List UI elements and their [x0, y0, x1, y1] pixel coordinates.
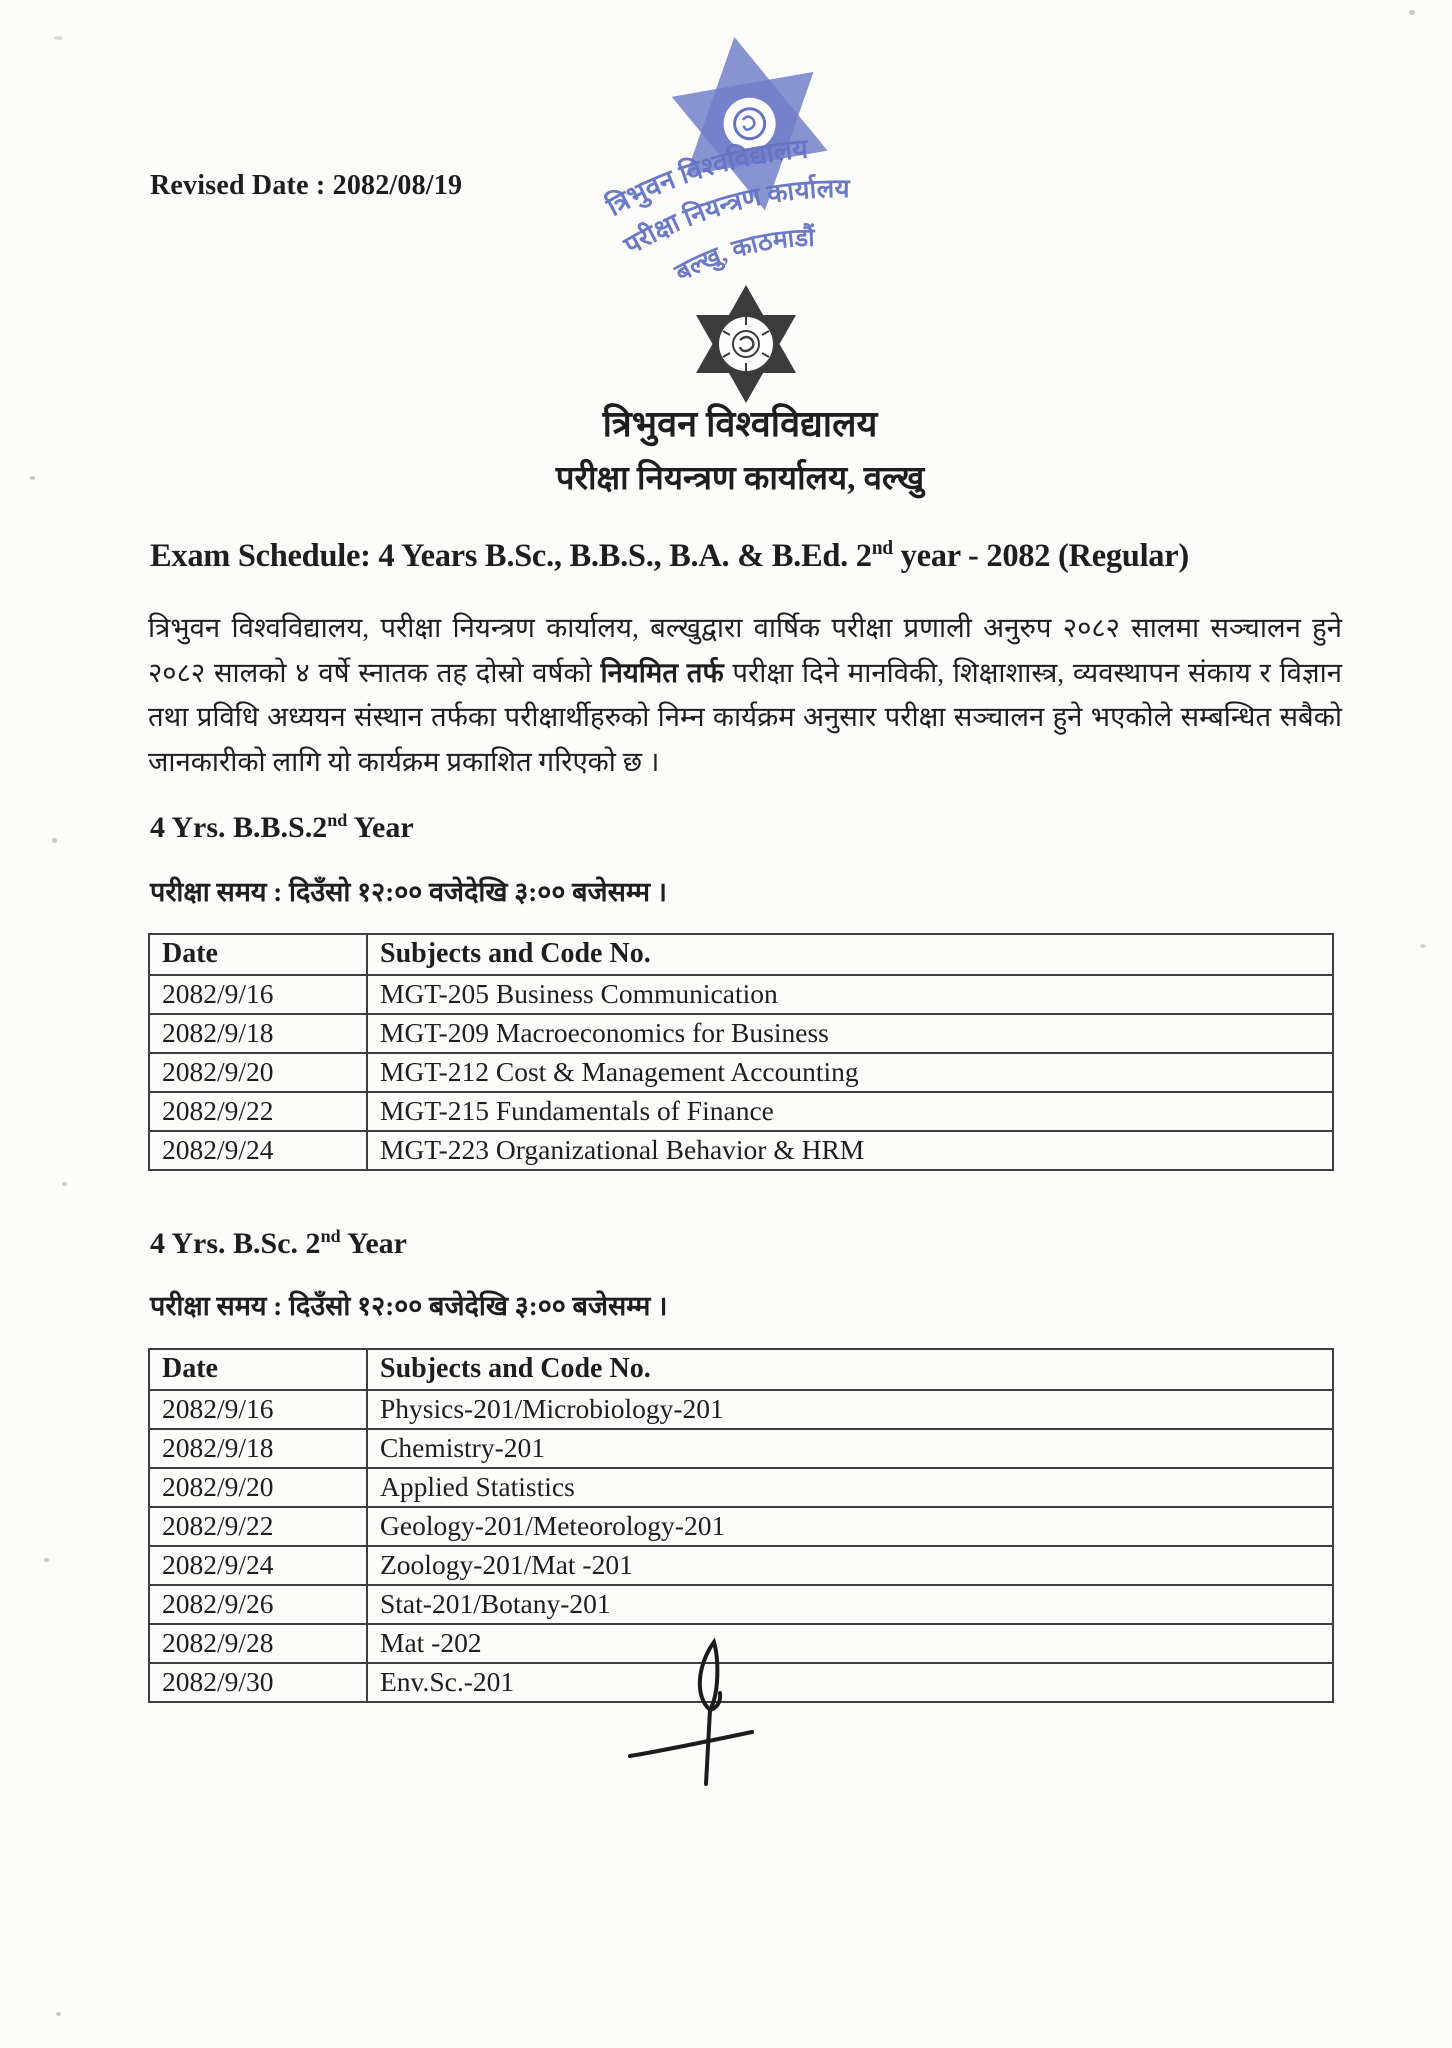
- date-cell: 2082/9/24: [149, 1546, 367, 1585]
- table-row: [149, 1092, 1333, 1131]
- title-superscript: nd: [871, 538, 893, 560]
- date-cell: 2082/9/20: [149, 1053, 367, 1092]
- date-cell: 2082/9/28: [149, 1624, 367, 1663]
- table-row: [149, 975, 1333, 1014]
- subjects-column-header: Subjects and Code No.: [367, 934, 1333, 975]
- subject-cell: MGT-209 Macroeconomics for Business: [367, 1014, 1333, 1053]
- signature-mark: [618, 1632, 858, 1832]
- date-cell: 2082/9/22: [149, 1092, 367, 1131]
- table-row: [149, 1014, 1333, 1053]
- subject-cell: Zoology-201/Mat -201: [367, 1546, 1333, 1585]
- scan-speck: [52, 838, 57, 843]
- table-row: [149, 1390, 1333, 1429]
- table-row: [149, 1546, 1333, 1585]
- date-cell: 2082/9/18: [149, 1429, 367, 1468]
- date-column-header: Date: [149, 1349, 367, 1390]
- scan-speck: [1409, 10, 1415, 15]
- date-cell: 2082/9/22: [149, 1507, 367, 1546]
- stamp-line-2: परीक्षा नियन्त्रण कार्यालय: [619, 174, 850, 261]
- exam-time-bsc: परीक्षा समय : दिउँसो १२:०० बजेदेखि ३:०० बजेसम्म ।: [150, 1291, 668, 1321]
- stamp-line-3: बल्खु, काठमाडौं: [670, 224, 815, 288]
- intro-bold-phrase: नियमित तर्फ: [600, 656, 724, 688]
- scan-speck: [62, 1182, 67, 1186]
- subject-cell: MGT-205 Business Communication: [367, 975, 1333, 1014]
- scan-speck: [54, 36, 63, 40]
- table-row: [149, 1468, 1333, 1507]
- scan-speck: [30, 476, 35, 480]
- page-title: Exam Schedule: 4 Years B.Sc., B.B.S., B.A. & B.Ed. 2nd year - 2082 (Regular): [150, 538, 1189, 574]
- table-row: [149, 1053, 1333, 1092]
- bbs-schedule-table: [148, 933, 1334, 1171]
- table-header-row: [149, 934, 1333, 975]
- date-cell: 2082/9/16: [149, 1390, 367, 1429]
- subject-cell: Mat -202: [367, 1624, 1333, 1663]
- stamp-line-1: त्रिभुवन विश्वविद्यालय: [601, 133, 810, 222]
- date-cell: 2082/9/24: [149, 1131, 367, 1170]
- table-row: [149, 1131, 1333, 1170]
- date-cell: 2082/9/30: [149, 1663, 367, 1702]
- table-row: [149, 1585, 1333, 1624]
- exam-time-bbs: परीक्षा समय : दिउँसो १२:०० वजेदेखि ३:०० बजेसम्म ।: [150, 877, 668, 907]
- scan-speck: [44, 1558, 49, 1562]
- subject-cell: MGT-215 Fundamentals of Finance: [367, 1092, 1333, 1131]
- subject-cell: MGT-223 Organizational Behavior & HRM: [367, 1131, 1333, 1170]
- date-cell: 2082/9/18: [149, 1014, 367, 1053]
- scan-speck: [56, 2012, 61, 2016]
- subjects-column-header: Subjects and Code No.: [367, 1349, 1333, 1390]
- section-heading-bsc: 4 Yrs. B.Sc. 2nd Year: [150, 1226, 407, 1260]
- table-row: [149, 1507, 1333, 1546]
- section-heading-bbs: 4 Yrs. B.B.S.2nd Year: [150, 810, 414, 844]
- subject-cell: Env.Sc.-201: [367, 1663, 1333, 1702]
- date-cell: 2082/9/16: [149, 975, 367, 1014]
- tu-blue-stamp-icon: [575, 25, 915, 290]
- date-cell: 2082/9/20: [149, 1468, 367, 1507]
- date-column-header: Date: [149, 934, 367, 975]
- subject-cell: MGT-212 Cost & Management Accounting: [367, 1053, 1333, 1092]
- intro-paragraph: त्रिभुवन विश्वविद्यालय, परीक्षा नियन्त्रण कार्यालय, बल्खुद्वारा वार्षिक परीक्षा प्रणाली अनुरुप २०८२ सालमा सञ्चालन हुने २०८२ सालको ४ वर्षे स्नातक तह दोस्रो वर्षको नियमित तर्फ परीक्षा दिने मानविकी, शिक्षाशास्त्र, व्यवस्थापन संकाय र विज्ञान तथा प्रविधि अध्ययन संस्थान तर्फका परीक्षार्थीहरुको निम्न कार्यक्रम अनुसार परीक्षा सञ्चालन हुने भएकोले सम्बन्धित सबैको जानकारीको लागि यो कार्यक्रम प्रकाशित गरिएको छ ।: [148, 612, 1342, 777]
- university-name-nepali: त्रिभुवन विश्वविद्यालय: [602, 404, 878, 444]
- subject-cell: Chemistry-201: [367, 1429, 1333, 1468]
- subject-cell: Applied Statistics: [367, 1468, 1333, 1507]
- tu-emblem-icon: [688, 283, 804, 405]
- table-header-row: [149, 1349, 1333, 1390]
- subject-cell: Physics-201/Microbiology-201: [367, 1390, 1333, 1429]
- scan-speck: [1420, 944, 1426, 948]
- date-cell: 2082/9/26: [149, 1585, 367, 1624]
- table-row: [149, 1429, 1333, 1468]
- subject-cell: Stat-201/Botany-201: [367, 1585, 1333, 1624]
- exam-office-nepali: परीक्षा नियन्त्रण कार्यालय, वल्खु: [555, 461, 925, 497]
- revised-date: Revised Date : 2082/08/19: [150, 170, 463, 201]
- subject-cell: Geology-201/Meteorology-201: [367, 1507, 1333, 1546]
